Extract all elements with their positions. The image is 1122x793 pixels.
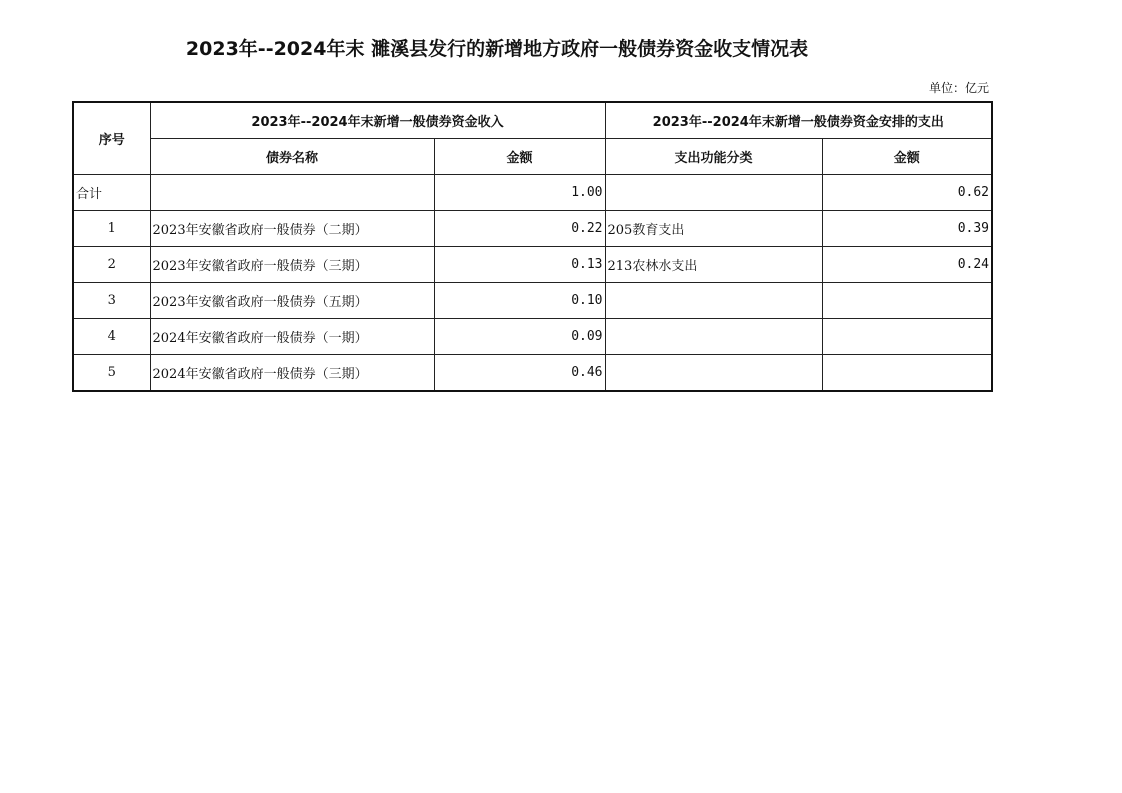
header-bond-name: 债券名称 — [150, 139, 434, 175]
row-seq: 1 — [73, 211, 150, 247]
table-row — [73, 247, 992, 283]
header-income-group: 2023年--2024年末新增一般债券资金收入 — [150, 102, 605, 139]
header-seq: 序号 — [73, 102, 150, 175]
table-row — [73, 319, 992, 355]
row-seq: 2 — [73, 247, 150, 283]
header-expense-amount: 金额 — [822, 139, 992, 175]
row-expense-category: 213农林水支出 — [605, 247, 822, 283]
row-bond-name: 2023年安徽省政府一般债券（五期） — [150, 283, 434, 319]
table-row — [73, 355, 992, 392]
total-bond-name — [150, 175, 434, 211]
row-expense-category — [605, 283, 822, 319]
row-income-amount: 0.13 — [434, 247, 605, 283]
row-bond-name: 2024年安徽省政府一般债券（三期） — [150, 355, 434, 392]
header-expense-group: 2023年--2024年末新增一般债券资金安排的支出 — [605, 102, 992, 139]
page-title: 2023年--2024年末 濉溪县发行的新增地方政府一般债券资金收支情况表 — [185, 38, 809, 60]
unit-label: 单位：亿元 — [928, 81, 989, 95]
row-expense-amount: 0.24 — [822, 247, 992, 283]
row-bond-name: 2023年安徽省政府一般债券（三期） — [150, 247, 434, 283]
table-row — [73, 211, 992, 247]
row-bond-name: 2024年安徽省政府一般债券（一期） — [150, 319, 434, 355]
row-income-amount: 0.09 — [434, 319, 605, 355]
row-expense-category: 205教育支出 — [605, 211, 822, 247]
row-income-amount: 0.22 — [434, 211, 605, 247]
row-seq: 5 — [73, 355, 150, 392]
total-expense-category — [605, 175, 822, 211]
row-income-amount: 0.10 — [434, 283, 605, 319]
row-bond-name: 2023年安徽省政府一般债券（二期） — [150, 211, 434, 247]
header-expense-category: 支出功能分类 — [605, 139, 822, 175]
row-seq: 4 — [73, 319, 150, 355]
total-row — [73, 175, 992, 211]
row-expense-amount: 0.39 — [822, 211, 992, 247]
row-expense-amount — [822, 355, 992, 392]
header-row-2 — [73, 139, 992, 175]
budget-table — [72, 101, 993, 392]
total-expense-amount: 0.62 — [822, 175, 992, 211]
row-income-amount: 0.46 — [434, 355, 605, 392]
row-expense-amount — [822, 283, 992, 319]
header-row-1 — [73, 102, 992, 139]
row-expense-category — [605, 319, 822, 355]
header-income-amount: 金额 — [434, 139, 605, 175]
row-expense-amount — [822, 319, 992, 355]
table-row — [73, 283, 992, 319]
total-income-amount: 1.00 — [434, 175, 605, 211]
total-label: 合计 — [73, 175, 150, 211]
row-seq: 3 — [73, 283, 150, 319]
row-expense-category — [605, 355, 822, 392]
